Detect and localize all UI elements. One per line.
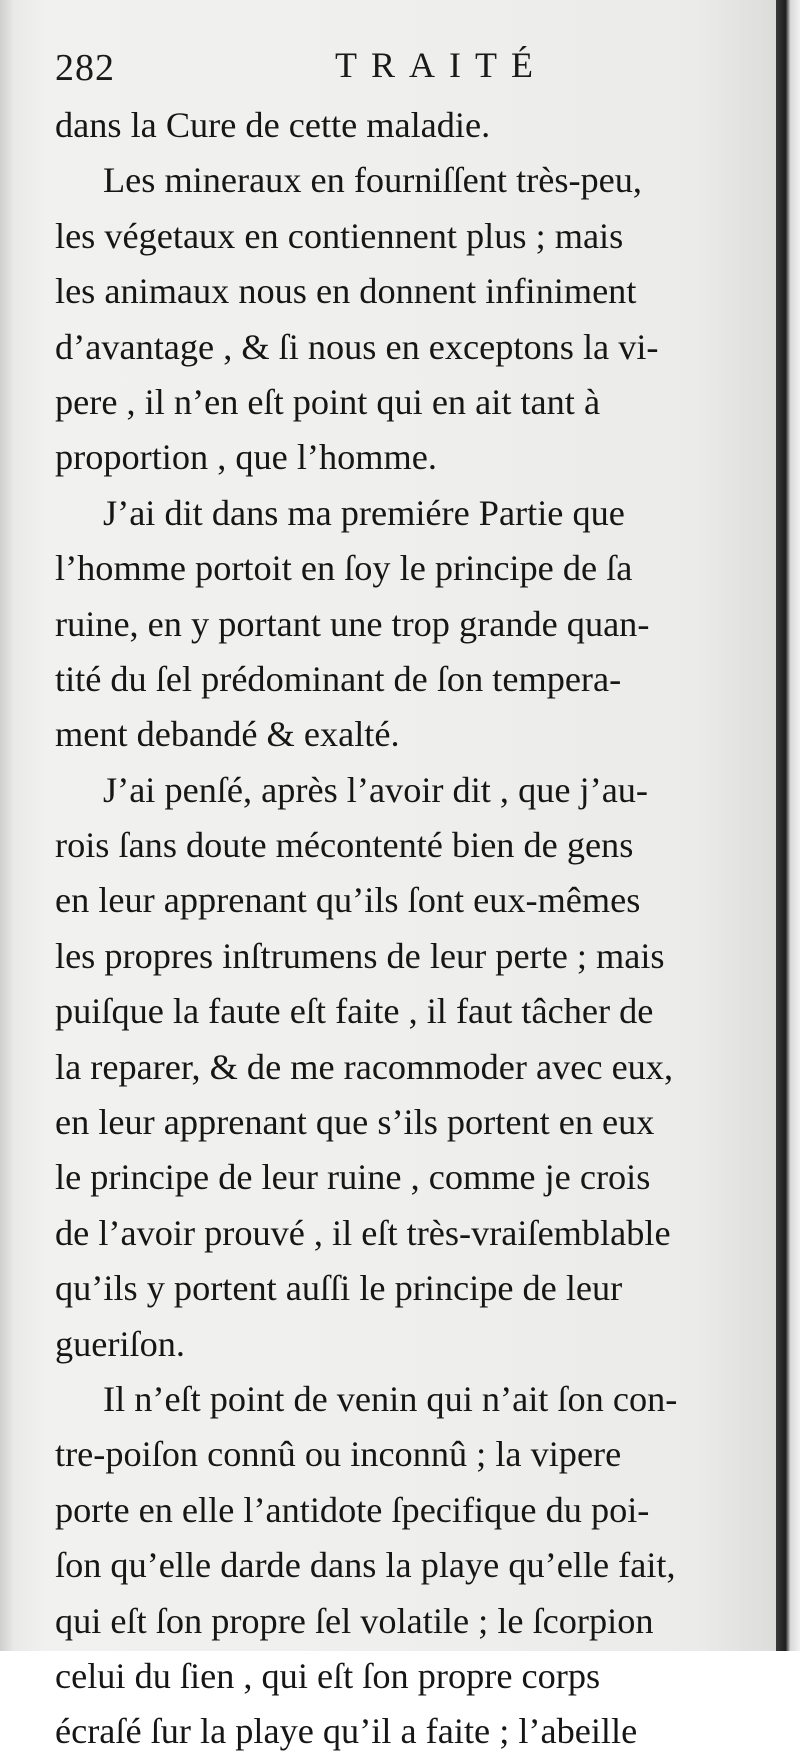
- text-line: ſon qu’elle darde dans la playe qu’elle fait,: [55, 1545, 676, 1586]
- text-line: le principe de leur ruine , comme je crois: [55, 1157, 651, 1198]
- text-line: qu’ils y portent auſſi le principe de leur: [55, 1268, 623, 1309]
- text-line: les propres inſtrumens de leur perte ; mais: [55, 935, 665, 976]
- page-number: 282: [55, 47, 115, 89]
- body-text: [55, 98, 767, 1760]
- text-line: de l’avoir prouvé , il eſt très-vraiſemblable: [55, 1212, 671, 1253]
- text-line: ruine, en y portant une trop grande quan-: [55, 603, 650, 644]
- text-line: en leur apprenant que s’ils portent en eux: [55, 1102, 655, 1143]
- text-line: celui du ſien , qui eſt ſon propre corps: [55, 1655, 601, 1696]
- text-line: puiſque la faute eſt faite , il faut tâcher de: [55, 991, 654, 1032]
- text-line: proportion , que l’homme.: [55, 437, 437, 478]
- text-line: les végetaux en contiennent plus ; mais: [55, 215, 624, 256]
- text-line: l’homme portoit en ſoy le principe de ſa: [55, 548, 633, 589]
- text-line: la reparer, & de me racommoder avec eux,: [55, 1046, 674, 1087]
- text-line: dans la Cure de cette maladie.: [55, 105, 491, 145]
- text-line: en leur apprenant qu’ils ſont eux-mêmes: [55, 880, 641, 921]
- text-line: gueriſon.: [55, 1323, 185, 1364]
- page-edge: [776, 0, 800, 1651]
- text-line: tité du ſel prédominant de ſon tempera-: [55, 658, 622, 699]
- text-line: pere , il n’en eſt point qui en ait tant à: [55, 381, 601, 422]
- running-head: [55, 40, 755, 100]
- text-line: écraſé ſur la playe qu’il a faite ; l’abeille: [55, 1711, 638, 1752]
- text-line: tre-poiſon connû ou inconnû ; la vipere: [55, 1434, 622, 1475]
- text-line: J’ai dit dans ma premiére Partie que: [103, 492, 625, 533]
- text-line: ment debandé & exalté.: [55, 714, 400, 755]
- text-line: J’ai penſé, après l’avoir dit , que j’au-: [103, 769, 649, 810]
- text-line: rois ſans doute mécontenté bien de gens: [55, 825, 634, 866]
- text-line: Il n’eſt point de venin qui n’ait ſon con-: [103, 1378, 678, 1419]
- text-line: Les mineraux en fourniſſent très-peu,: [103, 160, 642, 201]
- text-line: qui eſt ſon propre ſel volatile ; le ſcorpion: [55, 1600, 654, 1641]
- gutter-shadow: [0, 0, 14, 1651]
- text-line: les animaux nous en donnent infiniment: [55, 271, 637, 312]
- text-line: porte en elle l’antidote ſpecifique du poi-: [55, 1489, 650, 1530]
- running-title: TRAITÉ: [335, 45, 547, 85]
- text-line: d’avantage , & ſi nous en exceptons la vi-: [55, 326, 659, 367]
